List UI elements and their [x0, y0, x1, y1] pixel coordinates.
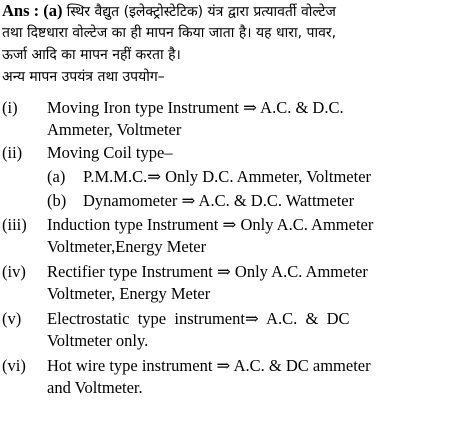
item-text-continued: Ammeter, Voltmeter [47, 120, 182, 139]
section-heading: अन्य मापन उपयंत्र तथा उपयोग– [2, 69, 165, 85]
item-number: (i) [2, 98, 18, 117]
item-number: (v) [2, 309, 22, 328]
item-text: Electrostatic type instrument⇒ A.C. & DC [47, 309, 350, 328]
answer-label: Ans : (a) [2, 1, 63, 20]
subitem-number: (a) [47, 167, 66, 186]
subitem-text: P.M.M.C.⇒ Only D.C. Ammeter, Voltmeter [83, 167, 372, 186]
item-text-continued: Voltmeter only. [47, 331, 149, 350]
item-number: (ii) [2, 143, 23, 162]
item-text: Induction type Instrument ⇒ Only A.C. Ammeter [47, 215, 374, 234]
answer-text-line-2: तथा दिष्टधारा वोल्टेज का ही मापन किया जाता है। यह धारा, पावर, [2, 25, 337, 41]
item-text: Moving Iron type Instrument ⇒ A.C. & D.C. [47, 98, 344, 117]
item-text-continued: and Voltmeter. [47, 378, 143, 397]
subitem-text: Dynamometer ⇒ A.C. & D.C. Wattmeter [83, 191, 355, 210]
answer-text-line-3: ऊर्जा आदि का मापन नहीं करता है। [2, 47, 181, 63]
item-number: (iii) [2, 215, 27, 234]
item-text: Rectifier type Instrument ⇒ Only A.C. Ammeter [47, 262, 368, 281]
item-number: (vi) [2, 356, 26, 375]
subitem-number: (b) [47, 191, 67, 210]
item-text: Moving Coil type– [47, 143, 173, 162]
item-number: (iv) [2, 262, 26, 281]
item-text-continued: Voltmeter, Energy Meter [47, 284, 211, 303]
answer-line-1 [2, 0, 454, 23]
item-text-continued: Voltmeter,Energy Meter [47, 237, 207, 256]
answer-text-line-1: स्थिर वैद्युत (इलेक्ट्रोस्टेटिक) यंत्र द्वारा प्रत्यावर्ती वोल्टेज [66, 4, 336, 20]
item-text: Hot wire type instrument ⇒ A.C. & DC ammeter [47, 356, 371, 375]
